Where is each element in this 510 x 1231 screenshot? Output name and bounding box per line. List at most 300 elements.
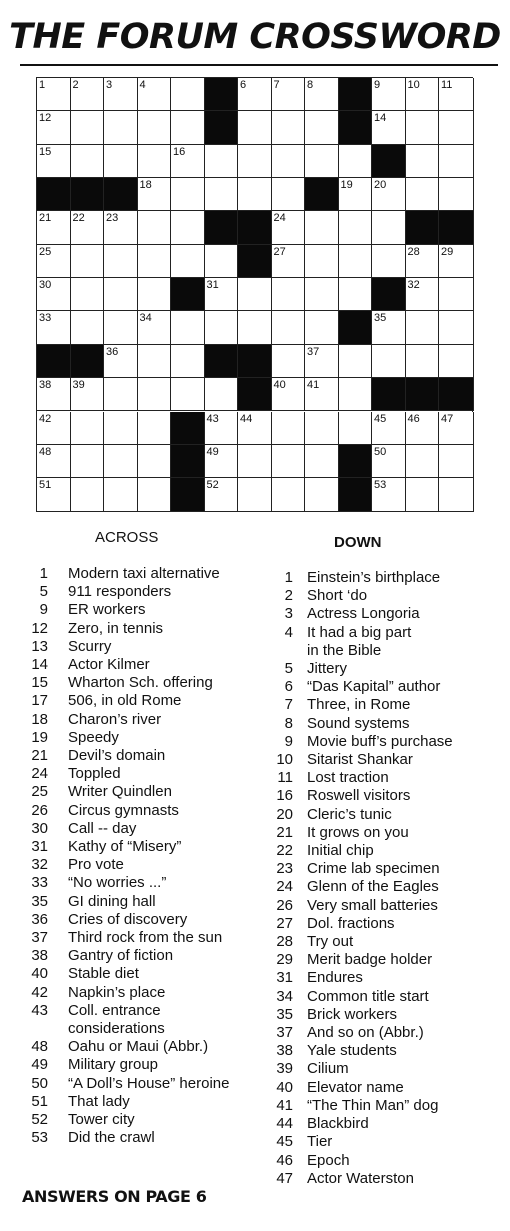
clue-number: 9 [284,732,293,750]
cell-number: 39 [72,379,85,392]
grid-cell[interactable] [406,78,440,111]
clue-text: Blackbird [307,1115,369,1133]
grid-cell[interactable] [272,345,306,378]
grid-cell[interactable] [171,345,205,378]
black-square [205,111,239,144]
grid-cell[interactable] [439,178,474,211]
grid-cell[interactable] [238,445,272,478]
clue-text: GI dining hall [68,892,156,910]
black-square [238,345,272,378]
clue-text: Oahu or Maui (Abbr.) [68,1038,209,1056]
cell-number: 46 [407,412,420,425]
grid-cell[interactable] [138,445,172,478]
cell-number: 1 [39,79,46,91]
grid-cell[interactable] [104,211,138,244]
grid-cell[interactable] [71,478,105,511]
clue-number: 31 [276,969,293,987]
clue-number: 44 [276,1115,293,1133]
grid-cell[interactable] [339,211,373,244]
clue-number: 20 [276,805,293,823]
clue-text: Speedy [68,728,119,746]
grid-cell[interactable] [104,145,138,178]
grid-cell[interactable] [171,245,205,278]
cell-number: 28 [407,245,420,258]
down-clue [272,1170,504,1188]
cell-number: 47 [441,412,454,425]
down-clue-list [272,569,504,1188]
clue-text: Modern taxi alternative [68,565,220,582]
grid-cell[interactable] [138,211,172,244]
clue-text: Wharton Sch. offering [68,674,213,692]
grid-cell[interactable] [305,478,339,511]
clue-number: 39 [276,1060,293,1078]
cell-number: 9 [374,79,381,91]
clue-number: 53 [31,1129,48,1147]
across-clue [24,692,270,710]
clue-number: 29 [276,951,293,969]
down-clue [272,933,504,951]
grid-cell[interactable] [71,412,105,445]
grid-cell[interactable] [205,278,239,311]
grid-cell[interactable] [406,311,440,344]
clue-number: 32 [31,856,48,874]
across-heading: ACROSS [95,529,159,546]
grid-cell[interactable] [439,478,474,511]
grid-cell[interactable] [439,78,474,111]
grid-cell[interactable] [439,145,474,178]
cell-number: 36 [106,345,119,358]
grid-cell[interactable] [138,78,172,111]
grid-cell[interactable] [37,378,71,411]
clue-text: Endures [307,969,363,987]
black-square [171,445,205,478]
cell-number: 30 [39,279,52,292]
grid-cell[interactable] [272,178,306,211]
grid-cell[interactable] [104,345,138,378]
grid-cell[interactable] [339,245,373,278]
clue-number: 49 [31,1056,48,1074]
grid-cell[interactable] [71,378,105,411]
grid-cell[interactable] [138,245,172,278]
grid-cell[interactable] [71,211,105,244]
black-square [238,211,272,244]
grid-cell[interactable] [71,278,105,311]
clue-number: 50 [31,1074,48,1092]
grid-cell[interactable] [205,478,239,511]
grid-cell[interactable] [171,211,205,244]
clue-number: 43 [31,1001,48,1019]
down-clue [272,1079,504,1097]
cell-number: 37 [307,345,320,358]
grid-cell[interactable] [71,145,105,178]
clue-text: Military group [68,1056,159,1074]
down-clue [272,787,504,805]
clue-text: Sound systems [307,714,410,732]
grid-cell[interactable] [171,78,205,111]
clue-text: Epoch [307,1151,350,1169]
grid-cell[interactable] [372,245,406,278]
grid-cell[interactable] [305,412,339,445]
across-clue [24,1111,270,1129]
grid-cell[interactable] [372,478,406,511]
grid-cell[interactable] [205,378,239,411]
grid-cell[interactable] [406,345,440,378]
clue-number: 23 [276,860,293,878]
across-clue [24,601,270,619]
grid-cell[interactable] [104,478,138,511]
grid-cell[interactable] [339,278,373,311]
across-clue [24,747,270,765]
clue-text: Charon’s river [68,710,162,728]
clue-number: 47 [276,1169,293,1187]
clue-text: Toppled [68,765,121,783]
black-square [339,478,373,511]
grid-cell[interactable] [406,445,440,478]
grid-cell[interactable] [238,478,272,511]
crossword-grid [36,77,473,512]
grid-cell[interactable] [439,445,474,478]
grid-cell[interactable] [339,378,373,411]
clue-number: 51 [31,1092,48,1110]
cell-number: 51 [39,479,52,492]
grid-cell[interactable] [104,445,138,478]
cell-number: 12 [39,112,52,125]
grid-cell[interactable] [339,145,373,178]
clue-text: Merit badge holder [307,951,433,969]
down-clue [272,660,504,678]
down-heading: DOWN [334,534,382,551]
across-clue [24,583,270,601]
grid-cell[interactable] [138,378,172,411]
clue-text: Roswell visitors [307,787,411,805]
cell-number: 49 [206,445,219,458]
clue-text: Initial chip [307,842,374,860]
clue-number: 37 [276,1024,293,1042]
grid-cell[interactable] [439,412,474,445]
cell-number: 18 [139,179,152,192]
grid-cell[interactable] [372,445,406,478]
across-clue [24,1056,270,1074]
clue-text: Movie buff’s purchase [307,732,453,750]
grid-cell[interactable] [238,145,272,178]
down-clue [272,769,504,787]
grid-cell[interactable] [37,445,71,478]
across-clue [24,874,270,892]
grid-cell[interactable] [37,412,71,445]
clue-number: 30 [31,819,48,837]
grid-cell[interactable] [339,178,373,211]
black-square [339,445,373,478]
grid-cell[interactable] [238,178,272,211]
grid-cell[interactable] [238,311,272,344]
black-square [439,211,474,244]
clue-number: 38 [276,1042,293,1060]
grid-cell[interactable] [305,245,339,278]
grid-cell[interactable] [205,311,239,344]
grid-cell[interactable] [272,211,306,244]
grid-cell[interactable] [37,311,71,344]
black-square [37,345,71,378]
clue-text: Cleric’s tunic [307,805,392,823]
grid-cell[interactable] [138,311,172,344]
grid-cell[interactable] [305,111,339,144]
down-clue [272,1152,504,1170]
grid-cell[interactable] [171,111,205,144]
grid-cell[interactable] [37,278,71,311]
cell-number: 40 [273,379,286,392]
grid-cell[interactable] [138,278,172,311]
grid-cell[interactable] [272,478,306,511]
clue-number: 36 [31,910,48,928]
clue-text: Coll. entrance considerations [68,1001,165,1038]
across-clue [24,765,270,783]
grid-cell[interactable] [104,412,138,445]
grid-cell[interactable] [171,378,205,411]
grid-cell[interactable] [71,111,105,144]
across-clue [24,838,270,856]
clue-text: Tower city [68,1111,135,1129]
clue-text: “Das Kapital” author [307,678,441,696]
grid-cell[interactable] [272,445,306,478]
grid-cell[interactable] [372,78,406,111]
grid-cell[interactable] [439,345,474,378]
across-clue [24,929,270,947]
clue-number: 22 [276,842,293,860]
black-square [171,412,205,445]
down-clue [272,605,504,623]
down-clue [272,824,504,842]
clue-text: Devil’s domain [68,747,166,765]
black-square [339,111,373,144]
clue-number: 37 [31,929,48,947]
grid-cell[interactable] [305,145,339,178]
across-clue [24,1129,270,1147]
cell-number: 43 [206,412,219,425]
grid-cell[interactable] [339,345,373,378]
grid-cell[interactable] [238,78,272,111]
puzzle-title: THE FORUM CROSSWORD [9,17,501,57]
clue-number: 26 [31,801,48,819]
clue-text: Glenn of the Eagles [307,878,439,896]
grid-cell[interactable] [104,111,138,144]
clue-text: Actress Longoria [307,605,420,623]
grid-cell[interactable] [71,445,105,478]
clue-number: 4 [284,623,293,641]
grid-cell[interactable] [171,145,205,178]
clue-number: 41 [276,1096,293,1114]
across-clue [24,820,270,838]
grid-cell[interactable] [37,111,71,144]
grid-cell[interactable] [272,378,306,411]
cell-number: 45 [374,412,387,425]
across-clue [24,1038,270,1056]
clue-text: Kathy of “Misery” [68,838,182,856]
grid-cell[interactable] [138,478,172,511]
clue-number: 12 [31,619,48,637]
cell-number: 7 [273,79,280,91]
grid-cell[interactable] [305,211,339,244]
across-clue [24,711,270,729]
clue-text: “No worries ...” [68,874,167,892]
grid-cell[interactable] [372,412,406,445]
grid-cell[interactable] [104,78,138,111]
clue-text: Did the crawl [68,1129,155,1147]
grid-cell[interactable] [272,145,306,178]
clue-text: Writer Quindlen [68,783,172,801]
grid-cell[interactable] [305,311,339,344]
down-clue [272,988,504,1006]
grid-cell[interactable] [272,311,306,344]
clue-number: 3 [284,605,293,623]
grid-cell[interactable] [406,178,440,211]
down-clue [272,715,504,733]
grid-cell[interactable] [71,245,105,278]
grid-cell[interactable] [272,111,306,144]
clue-text: Stable diet [68,965,139,983]
grid-cell[interactable] [171,311,205,344]
grid-cell[interactable] [104,378,138,411]
grid-cell[interactable] [305,345,339,378]
black-square [171,478,205,511]
cell-number: 42 [39,412,52,425]
grid-cell[interactable] [138,412,172,445]
grid-cell[interactable] [238,278,272,311]
grid-cell[interactable] [372,211,406,244]
grid-cell[interactable] [305,78,339,111]
down-clue [272,860,504,878]
grid-cell[interactable] [238,111,272,144]
grid-cell[interactable] [104,245,138,278]
grid-cell[interactable] [138,345,172,378]
grid-cell[interactable] [305,378,339,411]
grid-cell[interactable] [205,445,239,478]
grid-cell[interactable] [104,311,138,344]
grid-cell[interactable] [71,311,105,344]
grid-cell[interactable] [372,345,406,378]
grid-cell[interactable] [372,111,406,144]
black-square [372,278,406,311]
grid-cell[interactable] [171,178,205,211]
black-square [37,178,71,211]
grid-cell[interactable] [439,278,474,311]
clue-number: 24 [276,878,293,896]
across-clue [24,1002,270,1038]
grid-cell[interactable] [439,245,474,278]
cell-number: 48 [39,445,52,458]
down-clue [272,915,504,933]
across-clue [24,656,270,674]
clue-text: Dol. fractions [307,914,395,932]
grid-cell[interactable] [339,412,373,445]
down-clue [272,1097,504,1115]
grid-cell[interactable] [406,245,440,278]
clue-number: 9 [39,601,48,619]
grid-cell[interactable] [37,478,71,511]
clue-number: 7 [284,696,293,714]
down-clue [272,587,504,605]
cell-number: 8 [307,79,314,91]
clue-number: 6 [284,678,293,696]
grid-cell[interactable] [37,245,71,278]
cell-number: 27 [273,245,286,258]
down-clue [272,1133,504,1151]
down-clue [272,878,504,896]
down-clue [272,969,504,987]
grid-cell[interactable] [138,111,172,144]
grid-cell[interactable] [272,412,306,445]
clue-number: 40 [276,1078,293,1096]
grid-cell[interactable] [439,311,474,344]
clue-number: 21 [31,747,48,765]
clue-text: Elevator name [307,1078,404,1096]
clue-text: Actor Kilmer [68,656,150,674]
grid-cell[interactable] [37,211,71,244]
grid-cell[interactable] [272,78,306,111]
black-square [205,345,239,378]
grid-cell[interactable] [272,245,306,278]
grid-cell[interactable] [305,445,339,478]
clue-number: 33 [31,874,48,892]
clue-number: 1 [39,565,48,582]
grid-cell[interactable] [305,278,339,311]
grid-cell[interactable] [104,278,138,311]
black-square [339,78,373,111]
grid-cell[interactable] [406,111,440,144]
clue-text: 911 responders [68,583,172,601]
grid-cell[interactable] [439,111,474,144]
grid-cell[interactable] [205,178,239,211]
cell-number: 33 [39,312,52,325]
clue-text: And so on (Abbr.) [307,1024,424,1042]
grid-cell[interactable] [71,78,105,111]
clue-text: Short ‘do [307,587,368,605]
answers-note: ANSWERS ON PAGE 6 [22,1187,207,1206]
cell-number: 34 [139,312,152,325]
grid-cell[interactable] [205,145,239,178]
clue-text: Zero, in tennis [68,619,164,637]
clue-number: 40 [31,965,48,983]
grid-cell[interactable] [406,278,440,311]
grid-cell[interactable] [205,245,239,278]
grid-cell[interactable] [205,412,239,445]
grid-cell[interactable] [372,178,406,211]
grid-cell[interactable] [138,178,172,211]
clue-number: 31 [31,838,48,856]
clue-text: Try out [307,933,354,951]
grid-cell[interactable] [406,478,440,511]
grid-cell[interactable] [272,278,306,311]
across-clue [24,783,270,801]
cell-number: 22 [72,212,85,225]
black-square [238,245,272,278]
grid-cell[interactable] [406,145,440,178]
clue-text: Brick workers [307,1005,398,1023]
grid-cell[interactable] [37,145,71,178]
across-clue [24,1075,270,1093]
grid-cell[interactable] [406,412,440,445]
clue-text: Crime lab specimen [307,860,440,878]
across-clue [24,729,270,747]
down-clue [272,1006,504,1024]
across-clue [24,984,270,1002]
grid-cell[interactable] [372,311,406,344]
black-square [406,211,440,244]
cell-number: 35 [374,312,387,325]
grid-cell[interactable] [37,78,71,111]
clue-number: 8 [284,714,293,732]
grid-cell[interactable] [238,412,272,445]
grid-cell[interactable] [138,145,172,178]
